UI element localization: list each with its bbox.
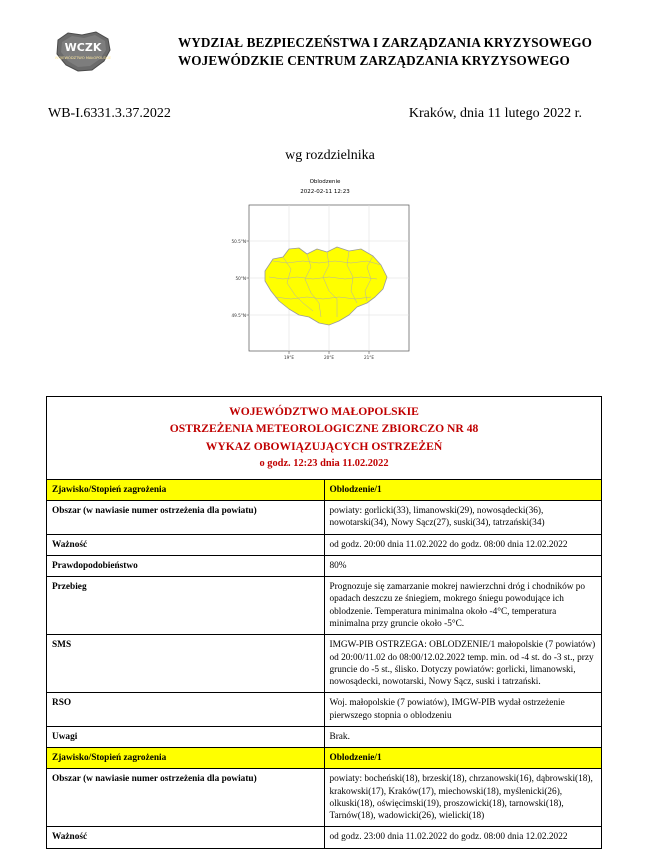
row-value: 80% <box>324 555 602 576</box>
row-value: powiaty: bocheński(18), brzeski(18), chrzanowski(16), dąbrowski(18), krakowski(17), Kraków(17), miechowski(18), myślenicki(26), olkuski(18), oświęcimski(19), proszowicki(18), tarnowski(18), Tarnów(18), wadowicki(26), wielicki(18) <box>324 769 602 827</box>
place-and-date: Kraków, dnia 11 lutego 2022 r. <box>408 106 582 121</box>
header-title-line-1: WYDZIAŁ BEZPIECZEŃSTWA I ZARZĄDZANIA KRYZYSOWEGO <box>178 35 592 50</box>
row-value: od godz. 20:00 dnia 11.02.2022 do godz. 08:00 dnia 12.02.2022 <box>324 534 602 555</box>
row-label: Przebieg <box>47 577 325 635</box>
row-label: Ważność <box>47 827 325 848</box>
map-plot-frame <box>225 199 425 367</box>
table-title-row <box>47 397 602 480</box>
table-row <box>47 726 602 747</box>
svg-text:WCZK: WCZK <box>64 41 102 54</box>
svg-text:50.5°N: 50.5°N <box>231 238 246 244</box>
row-value: Oblodzenie/1 <box>324 479 602 500</box>
map-title-line-1: Oblodzenie <box>309 179 341 185</box>
table-row <box>47 635 602 693</box>
reference-row <box>46 106 604 122</box>
table-row <box>47 748 602 769</box>
header-title-block <box>128 28 604 70</box>
svg-text:49.5°N: 49.5°N <box>231 312 246 318</box>
row-label: Uwagi <box>47 726 325 747</box>
table-row <box>47 534 602 555</box>
document-signature: WB-I.6331.3.37.2022 <box>48 106 171 121</box>
row-value: Woj. małopolskie (7 powiatów), IMGW-PIB wydał ostrzeżenie pierwszego stopnia o oblodzeniu <box>324 693 602 727</box>
row-label: SMS <box>47 635 325 693</box>
table-title-line-1: WOJEWÓDZTWO MAŁOPOLSKIE <box>229 405 419 418</box>
map-figure-wrapper <box>46 178 604 367</box>
table-title-line-3: WYKAZ OBOWIĄZUJĄCYCH OSTRZEŻEŃ <box>205 439 443 453</box>
svg-text:19°E: 19°E <box>283 354 295 360</box>
table-title-cell <box>47 397 602 480</box>
table-row <box>47 577 602 635</box>
header-title-line-2: WOJEWÓDZKIE CENTRUM ZARZĄDZANIA KRYZYSOWEGO <box>178 52 570 68</box>
row-label: Ważność <box>47 534 325 555</box>
row-label: Zjawisko/Stopień zagrożenia <box>47 748 325 769</box>
wczk-logo <box>52 30 114 74</box>
table-title-line-4: o godz. 12:23 dnia 11.02.2022 <box>259 458 389 470</box>
map-figure <box>225 178 425 367</box>
row-label: Obszar (w nawiasie numer ostrzeżenia dla powiatu) <box>47 769 325 827</box>
table-row <box>47 769 602 827</box>
table-row <box>47 501 602 535</box>
row-value: powiaty: gorlicki(33), limanowski(29), nowosądecki(36), nowotarski(34), Nowy Sącz(27), suski(34), tatrzański(34) <box>324 501 602 535</box>
table-row <box>47 555 602 576</box>
document-header <box>46 28 604 74</box>
row-label: Zjawisko/Stopień zagrożenia <box>47 479 325 500</box>
map-title-line-2: 2022-02-11 12:23 <box>300 189 350 196</box>
warnings-table-wrapper <box>46 396 602 849</box>
svg-text:20°E: 20°E <box>323 354 335 360</box>
row-label: Prawdopodobieństwo <box>47 555 325 576</box>
row-value: Brak. <box>324 726 602 747</box>
svg-text:21°E: 21°E <box>363 354 375 360</box>
addressee-line: wg rozdzielnika <box>285 148 375 163</box>
row-label: RSO <box>47 693 325 727</box>
table-row <box>47 827 602 848</box>
row-label: Obszar (w nawiasie numer ostrzeżenia dla powiatu) <box>47 501 325 535</box>
row-value: Oblodzenie/1 <box>324 748 602 769</box>
row-value: IMGW-PIB OSTRZEGA: OBLODZENIE/1 małopolskie (7 powiatów) od 20:00/11.02 do 08:00/12.02.2022 temp. min. od -4 st. do -3 st., przy gruncie do -5 st., ślisko. Dotyczy powiatów: gorlicki, limanowski, nowosądecki, nowotarski, Nowy Sącz, suski i tatrzański. <box>324 635 602 693</box>
table-row <box>47 693 602 727</box>
svg-text:WOJEWÓDZTWO MAŁOPOLSKIE: WOJEWÓDZTWO MAŁOPOLSKIE <box>54 56 112 60</box>
row-value: Prognozuje się zamarzanie mokrej nawierzchni dróg i chodników po opadach deszczu ze śniegiem, mokrego śniegu powodujące ich oblodzenie. Temperatura minimalna około -4°C, temperatura minimalna przy gruncie około -5°C. <box>324 577 602 635</box>
table-title-line-2: OSTRZEŻENIA METEOROLOGICZNE ZBIORCZO NR 48 <box>169 422 479 436</box>
svg-text:50°N: 50°N <box>235 275 246 281</box>
table-row <box>47 479 602 500</box>
warnings-table <box>46 396 602 849</box>
row-value: od godz. 23:00 dnia 11.02.2022 do godz. 08:00 dnia 12.02.2022 <box>324 827 602 848</box>
